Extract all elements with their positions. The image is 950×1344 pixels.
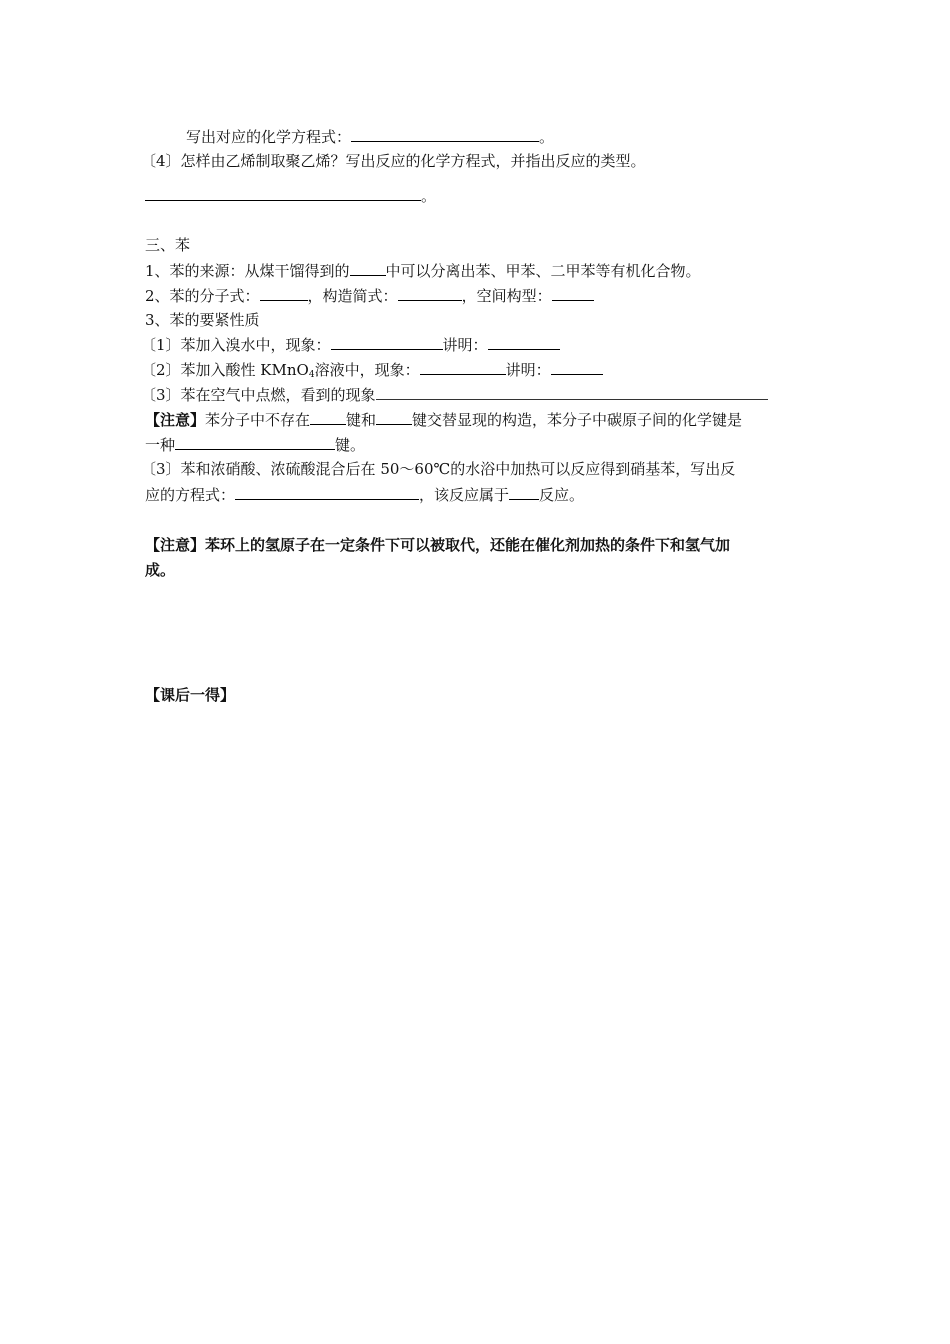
text: 〔2〕苯加入酸性 KMnO — [141, 361, 309, 379]
note-2-line-1: 【注意】苯环上的氢原子在一定条件下可以被取代，还能在催化剂加热的条件下和氢气加 — [145, 536, 731, 554]
answer-blank[interactable] — [551, 359, 603, 375]
question-4-text: 〔4〕怎样由乙烯制取聚乙烯？写出反应的化学方程式，并指出反应的类型。 — [141, 152, 646, 170]
question-4 — [141, 151, 646, 171]
answer-blank[interactable] — [376, 409, 412, 425]
period: 。 — [539, 128, 555, 146]
answer-blank[interactable] — [398, 285, 462, 301]
answer-blank[interactable] — [552, 285, 594, 301]
property-2 — [141, 359, 603, 385]
answer-blank[interactable] — [260, 285, 308, 301]
equation-prompt-line — [186, 126, 554, 147]
answer-blank[interactable] — [420, 359, 506, 375]
text: 一种 — [145, 436, 176, 454]
property-nitration-cont — [145, 484, 584, 505]
text: 反应。 — [539, 486, 585, 504]
text: 键。 — [335, 436, 366, 454]
period: 。 — [421, 187, 437, 205]
property-nitration — [141, 459, 735, 479]
text: 2、苯的分子式： — [145, 287, 260, 305]
text: 键和 — [346, 411, 377, 429]
answer-blank[interactable] — [175, 434, 335, 450]
answer-blank[interactable] — [350, 260, 386, 276]
text: 〔3〕苯和浓硝酸、浓硫酸混合后在 50～60℃的水浴中加热可以反应得到硝基苯，写出反 — [141, 460, 736, 478]
note-1-cont — [145, 434, 365, 455]
text: 溶液中，现象： — [314, 361, 420, 379]
after-class-heading: 【课后一得】 — [145, 686, 236, 704]
equation-prompt-text: 写出对应的化学方程式： — [186, 128, 352, 146]
text: ，构造简式： — [307, 287, 398, 305]
text: 讲明： — [442, 336, 488, 354]
property-3 — [141, 384, 768, 405]
benzene-source — [145, 260, 701, 281]
answer-blank[interactable] — [509, 484, 539, 500]
answer-blank[interactable] — [376, 384, 768, 400]
note-tag: 【注意】 — [145, 411, 206, 429]
subscript: 4 — [308, 370, 315, 380]
question-4-answer-line — [145, 185, 436, 206]
answer-blank[interactable] — [310, 409, 346, 425]
benzene-formula — [145, 285, 594, 306]
text: 应的方程式： — [145, 486, 236, 504]
text: ，该反应属于 — [419, 486, 510, 504]
section-3-title: 三、苯 — [145, 236, 191, 254]
benzene-properties-heading: 3、苯的要紧性质 — [145, 311, 260, 329]
answer-blank[interactable] — [145, 185, 421, 201]
note-2-line-2: 成。 — [145, 561, 176, 579]
text: 苯分子中不存在 — [205, 411, 311, 429]
text: 中可以分离出苯、甲苯、二甲苯等有机化合物。 — [385, 262, 701, 280]
text: 〔1〕苯加入溴水中，现象： — [141, 336, 331, 354]
text: 讲明： — [505, 361, 551, 379]
text: 〔3〕苯在空气中点燃，看到的现象 — [141, 386, 376, 404]
answer-blank[interactable] — [488, 334, 560, 350]
property-1 — [141, 334, 560, 355]
answer-blank[interactable] — [331, 334, 443, 350]
answer-blank[interactable] — [351, 126, 539, 142]
text: ，空间构型： — [461, 287, 552, 305]
note-1 — [145, 409, 742, 430]
text: 1、苯的来源：从煤干馏得到的 — [145, 262, 350, 280]
text: 键交替显现的构造，苯分子中碳原子间的化学键是 — [412, 411, 743, 429]
answer-blank[interactable] — [235, 484, 419, 500]
